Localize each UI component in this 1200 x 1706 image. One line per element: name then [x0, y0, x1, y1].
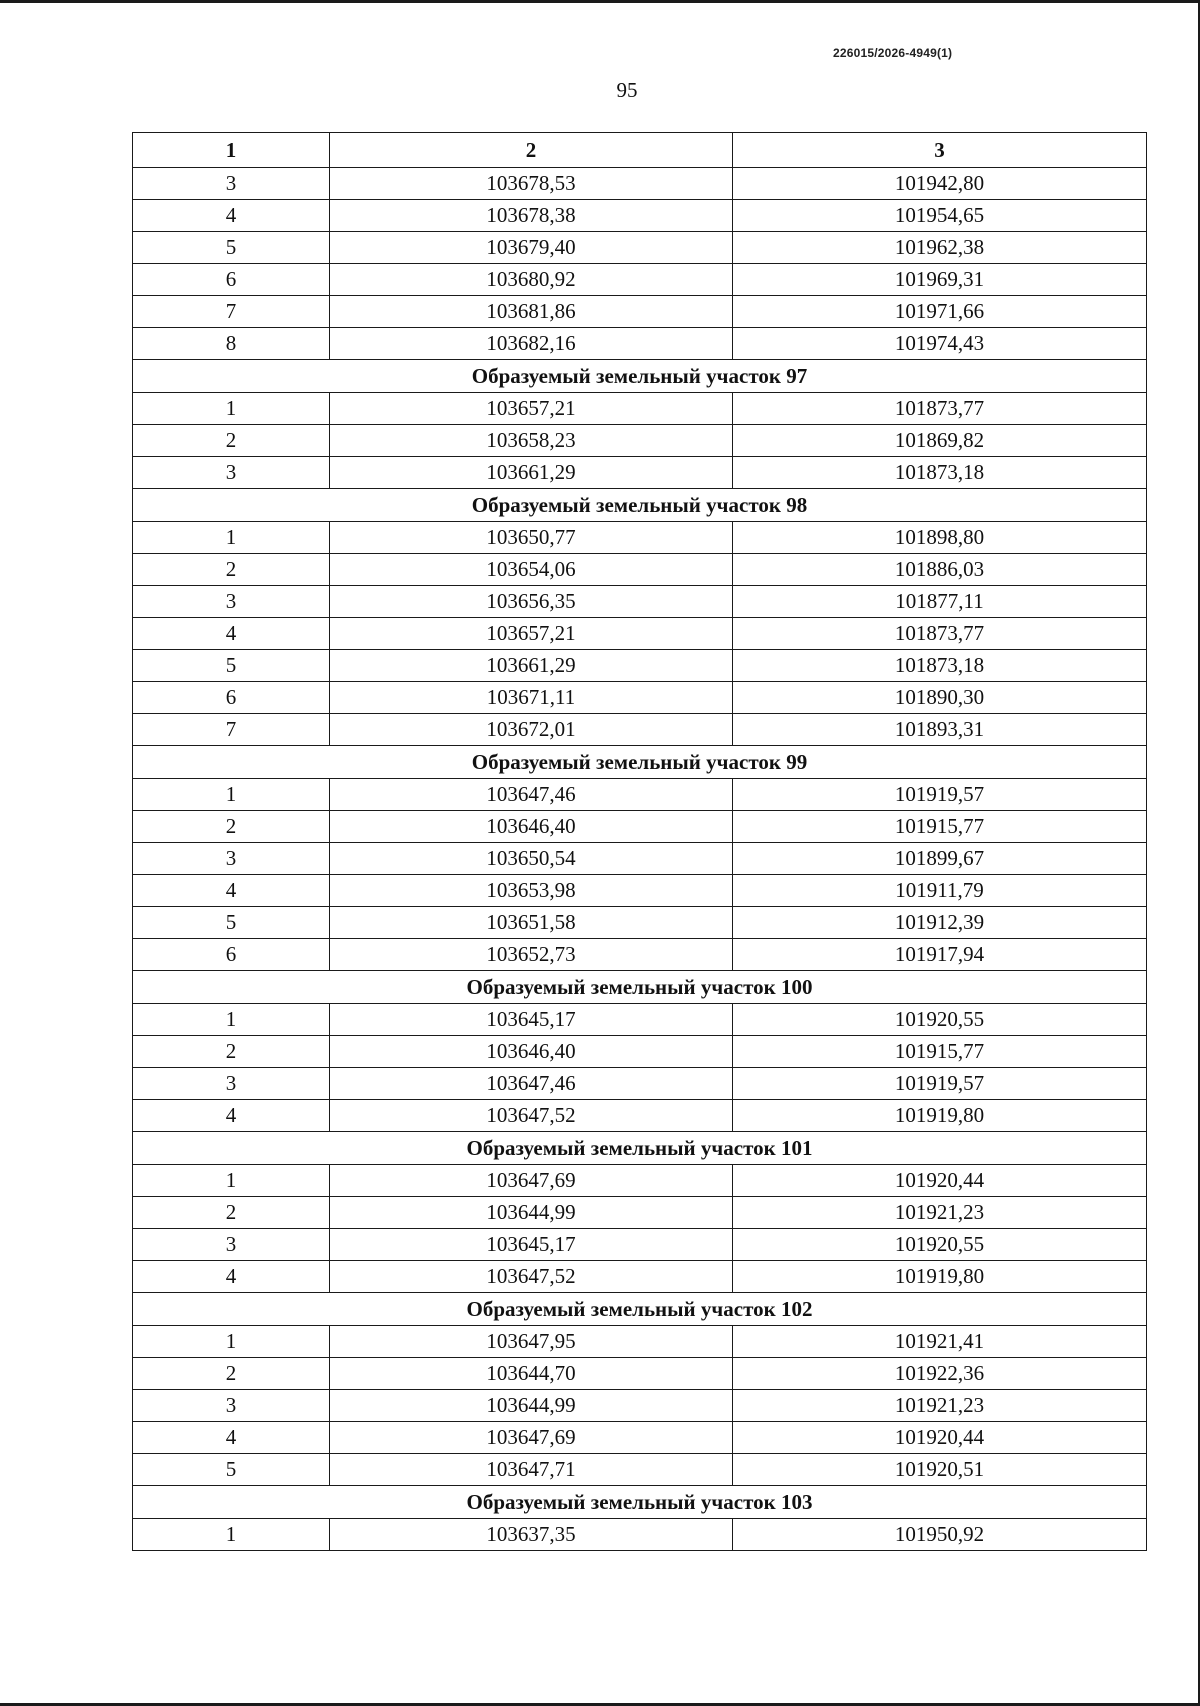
point-number-cell: 3 — [133, 843, 330, 875]
coordinate-y-cell: 101917,94 — [733, 939, 1147, 971]
table-row — [133, 1358, 1147, 1390]
table-header — [133, 133, 1147, 168]
section-title: Образуемый земельный участок 98 — [133, 489, 1147, 522]
coordinate-x-cell: 103653,98 — [330, 875, 733, 907]
coordinate-y-cell: 101919,80 — [733, 1100, 1147, 1132]
coordinate-x-cell: 103650,77 — [330, 522, 733, 554]
coordinate-y-cell: 101974,43 — [733, 328, 1147, 360]
coordinate-y-cell: 101869,82 — [733, 425, 1147, 457]
table-row — [133, 1390, 1147, 1422]
table-row — [133, 554, 1147, 586]
coordinate-x-cell: 103651,58 — [330, 907, 733, 939]
point-number-cell: 4 — [133, 618, 330, 650]
table-row — [133, 522, 1147, 554]
coordinate-y-cell: 101911,79 — [733, 875, 1147, 907]
table-row — [133, 232, 1147, 264]
coordinate-x-cell: 103644,70 — [330, 1358, 733, 1390]
coordinate-y-cell: 101893,31 — [733, 714, 1147, 746]
table-row — [133, 1068, 1147, 1100]
section-title: Образуемый земельный участок 102 — [133, 1293, 1147, 1326]
table-row — [133, 264, 1147, 296]
section-row — [133, 489, 1147, 522]
coordinate-x-cell: 103647,69 — [330, 1422, 733, 1454]
section-title: Образуемый земельный участок 99 — [133, 746, 1147, 779]
table-row — [133, 1100, 1147, 1132]
table-row — [133, 650, 1147, 682]
coordinate-y-cell: 101898,80 — [733, 522, 1147, 554]
coordinate-y-cell: 101873,77 — [733, 393, 1147, 425]
point-number-cell: 3 — [133, 457, 330, 489]
section-row — [133, 971, 1147, 1004]
coordinate-y-cell: 101921,41 — [733, 1326, 1147, 1358]
point-number-cell: 4 — [133, 1100, 330, 1132]
point-number-cell: 3 — [133, 1229, 330, 1261]
section-row — [133, 1486, 1147, 1519]
coordinate-y-cell: 101920,51 — [733, 1454, 1147, 1486]
column-header-1: 1 — [133, 133, 330, 168]
section-title: Образуемый земельный участок 100 — [133, 971, 1147, 1004]
table-row — [133, 618, 1147, 650]
point-number-cell: 1 — [133, 1519, 330, 1551]
point-number-cell: 3 — [133, 586, 330, 618]
coordinate-x-cell: 103644,99 — [330, 1390, 733, 1422]
table-row — [133, 1004, 1147, 1036]
coordinate-x-cell: 103682,16 — [330, 328, 733, 360]
coordinate-x-cell: 103650,54 — [330, 843, 733, 875]
coordinate-y-cell: 101969,31 — [733, 264, 1147, 296]
scan-top-edge — [0, 0, 1200, 3]
point-number-cell: 4 — [133, 1261, 330, 1293]
point-number-cell: 7 — [133, 714, 330, 746]
coordinate-x-cell: 103637,35 — [330, 1519, 733, 1551]
coordinate-y-cell: 101950,92 — [733, 1519, 1147, 1551]
point-number-cell: 2 — [133, 554, 330, 586]
table-row — [133, 779, 1147, 811]
point-number-cell: 5 — [133, 232, 330, 264]
point-number-cell: 7 — [133, 296, 330, 328]
table-row — [133, 811, 1147, 843]
coordinate-x-cell: 103647,69 — [330, 1165, 733, 1197]
point-number-cell: 1 — [133, 1004, 330, 1036]
coordinate-x-cell: 103657,21 — [330, 618, 733, 650]
column-header-3: 3 — [733, 133, 1147, 168]
point-number-cell: 3 — [133, 1390, 330, 1422]
table-row — [133, 457, 1147, 489]
coordinate-x-cell: 103647,52 — [330, 1261, 733, 1293]
point-number-cell: 6 — [133, 264, 330, 296]
table-row — [133, 200, 1147, 232]
point-number-cell: 3 — [133, 168, 330, 200]
coordinate-x-cell: 103647,71 — [330, 1454, 733, 1486]
point-number-cell: 2 — [133, 1358, 330, 1390]
table-row — [133, 1519, 1147, 1551]
coordinate-x-cell: 103672,01 — [330, 714, 733, 746]
coordinate-x-cell: 103680,92 — [330, 264, 733, 296]
coordinate-x-cell: 103678,38 — [330, 200, 733, 232]
table-body — [133, 168, 1147, 1551]
coordinate-y-cell: 101912,39 — [733, 907, 1147, 939]
coordinate-x-cell: 103658,23 — [330, 425, 733, 457]
coordinate-y-cell: 101890,30 — [733, 682, 1147, 714]
point-number-cell: 1 — [133, 779, 330, 811]
table-row — [133, 586, 1147, 618]
table-row — [133, 1261, 1147, 1293]
table-row — [133, 425, 1147, 457]
table-row — [133, 393, 1147, 425]
table-row — [133, 296, 1147, 328]
point-number-cell: 1 — [133, 522, 330, 554]
coordinate-y-cell: 101921,23 — [733, 1197, 1147, 1229]
table-row — [133, 843, 1147, 875]
table-row — [133, 1229, 1147, 1261]
section-title: Образуемый земельный участок 101 — [133, 1132, 1147, 1165]
coordinate-y-cell: 101873,77 — [733, 618, 1147, 650]
section-row — [133, 360, 1147, 393]
coordinate-x-cell: 103661,29 — [330, 650, 733, 682]
section-row — [133, 1132, 1147, 1165]
coordinate-y-cell: 101873,18 — [733, 457, 1147, 489]
header-row — [133, 133, 1147, 168]
coordinate-x-cell: 103647,46 — [330, 1068, 733, 1100]
point-number-cell: 5 — [133, 1454, 330, 1486]
document-reference: 226015/2026-4949(1) — [833, 46, 953, 60]
point-number-cell: 6 — [133, 682, 330, 714]
point-number-cell: 2 — [133, 811, 330, 843]
page-number: 95 — [616, 78, 638, 102]
table-row — [133, 1454, 1147, 1486]
table-row — [133, 875, 1147, 907]
table-row — [133, 328, 1147, 360]
coordinate-y-cell: 101915,77 — [733, 1036, 1147, 1068]
coordinate-x-cell: 103646,40 — [330, 811, 733, 843]
coordinate-x-cell: 103644,99 — [330, 1197, 733, 1229]
coordinate-y-cell: 101942,80 — [733, 168, 1147, 200]
coordinate-y-cell: 101921,23 — [733, 1390, 1147, 1422]
point-number-cell: 2 — [133, 1036, 330, 1068]
coordinates-table — [132, 132, 1147, 1551]
coordinate-x-cell: 103647,95 — [330, 1326, 733, 1358]
table-row — [133, 1422, 1147, 1454]
section-title: Образуемый земельный участок 97 — [133, 360, 1147, 393]
table-row — [133, 714, 1147, 746]
coordinate-x-cell: 103671,11 — [330, 682, 733, 714]
coordinate-y-cell: 101915,77 — [733, 811, 1147, 843]
coordinate-y-cell: 101920,55 — [733, 1004, 1147, 1036]
point-number-cell: 3 — [133, 1068, 330, 1100]
coordinate-x-cell: 103647,52 — [330, 1100, 733, 1132]
coordinate-y-cell: 101920,44 — [733, 1422, 1147, 1454]
coordinate-y-cell: 101922,36 — [733, 1358, 1147, 1390]
coordinate-y-cell: 101877,11 — [733, 586, 1147, 618]
point-number-cell: 8 — [133, 328, 330, 360]
coordinate-x-cell: 103678,53 — [330, 168, 733, 200]
coordinate-x-cell: 103652,73 — [330, 939, 733, 971]
coordinate-y-cell: 101919,57 — [733, 779, 1147, 811]
coordinate-x-cell: 103645,17 — [330, 1229, 733, 1261]
coordinate-x-cell: 103646,40 — [330, 1036, 733, 1068]
table-row — [133, 1197, 1147, 1229]
point-number-cell: 4 — [133, 1422, 330, 1454]
column-header-2: 2 — [330, 133, 733, 168]
point-number-cell: 1 — [133, 1165, 330, 1197]
point-number-cell: 6 — [133, 939, 330, 971]
section-row — [133, 746, 1147, 779]
point-number-cell: 5 — [133, 907, 330, 939]
point-number-cell: 4 — [133, 875, 330, 907]
coordinate-y-cell: 101899,67 — [733, 843, 1147, 875]
point-number-cell: 1 — [133, 393, 330, 425]
coordinate-x-cell: 103679,40 — [330, 232, 733, 264]
coordinate-x-cell: 103654,06 — [330, 554, 733, 586]
coordinate-x-cell: 103657,21 — [330, 393, 733, 425]
coordinate-x-cell: 103647,46 — [330, 779, 733, 811]
table-row — [133, 907, 1147, 939]
point-number-cell: 2 — [133, 425, 330, 457]
point-number-cell: 2 — [133, 1197, 330, 1229]
section-title: Образуемый земельный участок 103 — [133, 1486, 1147, 1519]
coordinate-y-cell: 101886,03 — [733, 554, 1147, 586]
section-row — [133, 1293, 1147, 1326]
coordinate-y-cell: 101920,55 — [733, 1229, 1147, 1261]
coordinate-y-cell: 101971,66 — [733, 296, 1147, 328]
table-row — [133, 682, 1147, 714]
table-row — [133, 168, 1147, 200]
coordinate-y-cell: 101919,80 — [733, 1261, 1147, 1293]
coordinate-x-cell: 103645,17 — [330, 1004, 733, 1036]
table-row — [133, 1165, 1147, 1197]
coordinate-x-cell: 103661,29 — [330, 457, 733, 489]
coordinate-x-cell: 103656,35 — [330, 586, 733, 618]
point-number-cell: 1 — [133, 1326, 330, 1358]
table-row — [133, 1036, 1147, 1068]
coordinate-y-cell: 101873,18 — [733, 650, 1147, 682]
coordinate-x-cell: 103681,86 — [330, 296, 733, 328]
coordinate-y-cell: 101920,44 — [733, 1165, 1147, 1197]
coordinate-y-cell: 101962,38 — [733, 232, 1147, 264]
point-number-cell: 4 — [133, 200, 330, 232]
table-row — [133, 939, 1147, 971]
coordinate-y-cell: 101954,65 — [733, 200, 1147, 232]
table-row — [133, 1326, 1147, 1358]
coordinate-y-cell: 101919,57 — [733, 1068, 1147, 1100]
point-number-cell: 5 — [133, 650, 330, 682]
